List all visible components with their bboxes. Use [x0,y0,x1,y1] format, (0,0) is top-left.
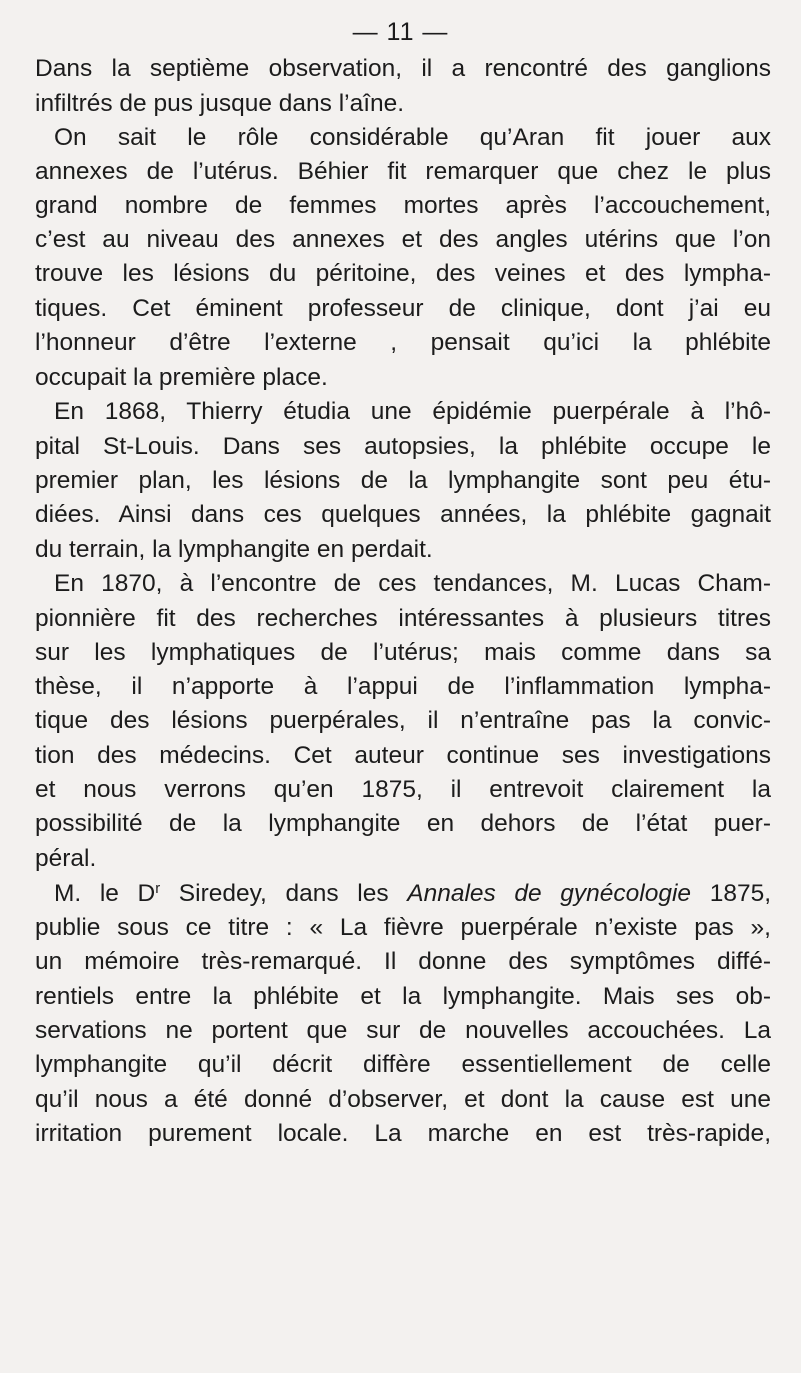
text-line: En 1870, à l’encontre de ces tendances, M. Lucas Cham- [54,570,771,597]
text-line: tique des lésions puerpérales, il n’entraîne pas la convic- [35,707,771,734]
text-line: infiltrés de pus jusque dans l’aîne. [35,90,405,117]
text-line: tiques. Cet éminent professeur de clinique, dont j’ai eu [35,295,771,322]
text-run: M. le D [54,880,156,907]
text-line: annexes de l’utérus. Béhier fit remarquer que chez le plus [35,158,771,185]
text-line: péral. [35,845,97,872]
text-line: On sait le rôle considérable qu’Aran fit jouer aux [54,124,771,151]
text-line: qu’il nous a été donné d’observer, et dont la cause est une [35,1086,771,1113]
text-line: publie sous ce titre : « La fièvre puerpérale n’existe pas », [35,914,771,941]
text-run: Siredey, dans les [160,880,408,907]
text-line: trouve les lésions du péritoine, des veines et des lympha- [35,260,771,287]
text-line: sur les lymphatiques de l’utérus; mais comme dans sa [35,639,771,666]
text-line: c’est au niveau des annexes et des angles utérins que l’on [35,226,771,253]
text-line: irritation purement locale. La marche en est très-rapide, [35,1120,771,1147]
text-line: pionnière fit des recherches intéressantes à plusieurs titres [35,605,771,632]
text-line: En 1868, Thierry étudia une épidémie puerpérale à l’hô- [54,398,771,425]
text-line: premier plan, les lésions de la lymphangite sont peu étu- [35,467,771,494]
text-line: servations ne portent que sur de nouvelles accouchées. La [35,1017,771,1044]
text-line-siredey [54,877,771,911]
text-line: et nous verrons qu’en 1875, il entrevoit clairement la [35,776,771,803]
text-line: rentiels entre la phlébite et la lymphangite. Mais ses ob- [35,983,771,1010]
superscript: r [155,880,161,897]
journal-title: Annales de gynécologie [407,880,692,907]
page-number: — 11 — [352,18,449,46]
text-run: 1875, [691,880,772,907]
text-line: pital St-Louis. Dans ses autopsies, la phlébite occupe le [35,433,771,460]
text-line: diées. Ainsi dans ces quelques années, la phlébite gagnait [35,501,771,528]
text-line: du terrain, la lymphangite en perdait. [35,536,433,563]
text-line: occupait la première place. [35,364,328,391]
text-line: Dans la septième observation, il a rencontré des ganglions [35,55,771,82]
text-line: un mémoire très-remarqué. Il donne des symptômes diffé- [35,948,771,975]
text-line: possibilité de la lymphangite en dehors de l’état puer- [35,810,771,837]
text-line: l’honneur d’être l’externe , pensait qu’ici la phlébite [35,329,771,356]
text-line: tion des médecins. Cet auteur continue ses investigations [35,742,771,769]
text-line: thèse, il n’apporte à l’appui de l’inflammation lympha- [35,673,771,700]
text-line: grand nombre de femmes mortes après l’accouchement, [35,192,771,219]
text-line: lymphangite qu’il décrit diffère essentiellement de celle [35,1051,771,1078]
